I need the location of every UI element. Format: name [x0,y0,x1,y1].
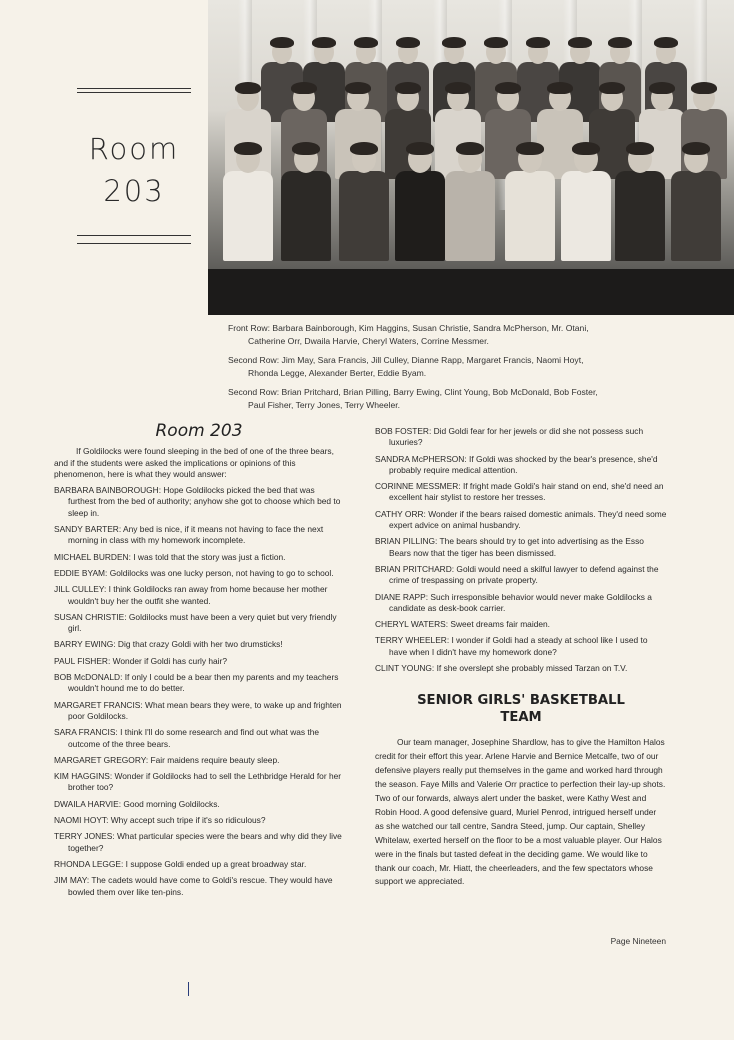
student-response: CHERYL WATERS: Sweet dreams fair maiden. [375,619,550,630]
person-body [671,171,721,261]
caption-names-cont: Catherine Orr, Dwaila Harvie, Cheryl Waters, Corrine Messmer. [248,336,489,346]
person-hair [292,142,320,155]
right-entries-list [375,426,667,674]
person-hair [442,37,466,48]
person-body [223,171,273,261]
student-response: BARBARA BAINBOROUGH: Hope Goldilocks picked the bed that was furthest from the bed of authority; anyhow she got to choose which bed to sleep in. [54,485,341,518]
person-hair [350,142,378,155]
person-hair [654,37,678,48]
student-response: CATHY ORR: Wonder if the bears raised domestic animals. They'd need some expert advice on animal husbandry. [375,508,667,531]
person-hair [235,82,261,94]
basketball-title-line1: SENIOR GIRLS' BASKETBALL [417,693,625,709]
person-hair [626,142,654,155]
student-response: EDDIE BYAM: Goldilocks was one lucky person, not having to go to school. [54,567,334,578]
article-left-column [54,421,344,903]
caption-names: Barbara Bainborough, Kim Haggins, Susan Christie, Sandra McPherson, Mr. Otani, [272,323,589,333]
student-response: BARRY EWING: Dig that crazy Goldi with her two drumsticks! [54,639,283,650]
caption-third-row [228,386,708,412]
student-response: MICHAEL BURDEN: I was told that the story was just a fiction. [54,551,286,562]
person-body [339,171,389,261]
person-hair [345,82,371,94]
person-hair [516,142,544,155]
person-body [505,171,555,261]
student-response: DWAILA HARVIE: Good morning Goldilocks. [54,798,220,809]
student-response: BOB FOSTER: Did Goldi fear for her jewels or did she not possess such luxuries? [375,426,644,448]
caption-names-cont: Rhonda Legge, Alexander Berter, Eddie Byam. [248,368,427,378]
student-response: BOB McDONALD: If only I could be a bear then my parents and my teachers wouldn't hound me to do better. [54,672,339,694]
student-response: PAUL FISHER: Wonder if Goldi has curly hair? [54,655,227,666]
student-response: BRIAN PRITCHARD: Goldi would need a skilful lawyer to defend against the crime of trespassing on private property. [375,563,659,586]
student-response: MARGARET FRANCIS: What mean bears they were, to wake up and frighten poor Goldilocks. [54,699,342,721]
room-heading [77,88,191,248]
person-hair [691,82,717,94]
student-response: JIM MAY: The cadets would have come to Goldi's rescue. They would have bowled them over like ten-pins. [54,875,333,897]
person-hair [526,37,550,48]
caption-names-cont: Paul Fisher, Terry Jones, Terry Wheeler. [248,400,401,410]
page-number: Page Nineteen [610,936,666,946]
person-hair [547,82,573,94]
person-hair [395,82,421,94]
person-hair [396,37,420,48]
person-hair [234,142,262,155]
student-response: SARA FRANCIS: I think I'll do some research and find out what was the outcome of the three bears. [54,727,320,749]
person-hair [354,37,378,48]
pen-mark [188,982,189,996]
person-hair [599,82,625,94]
photo-floor [208,269,734,315]
heading-room-number: 203 [103,174,165,208]
student-response: BRIAN PILLING: The bears should try to get into advertising as the Esso Bears now that the tiger has been dismissed. [375,536,644,558]
person-hair [406,142,434,155]
person-hair [445,82,471,94]
heading-rule-top-2 [77,92,191,93]
student-response: SANDY BARTER: Any bed is nice, if it means not having to face the next morning in class with my homework incomplete. [54,524,324,546]
student-response: MARGARET GREGORY: Fair maidens require beauty sleep. [54,754,280,765]
person-hair [568,37,592,48]
student-response: SANDRA McPHERSON: If Goldi was shocked by the bear's presence, she'd probably require medical attention. [375,453,658,475]
class-photo-image [208,0,734,315]
person-hair [456,142,484,155]
caption-label: Second Row: [228,387,280,397]
student-response: KIM HAGGINS: Wonder if Goldilocks had to sell the Lethbridge Herald for her brother too? [54,771,342,793]
student-response: SUSAN CHRISTIE: Goldilocks must have been a very quiet but very friendly girl. [54,611,337,634]
student-response: TERRY JONES: What particular species were the bears and why did they live together? [54,831,342,853]
person-body [445,171,495,261]
person-body [561,171,611,261]
caption-front-row [228,322,708,348]
student-response: CORINNE MESSMER: If fright made Goldi's hair stand on end, she'd need an excellent hair stylist to restore her tresses. [375,481,664,503]
person-body [281,171,331,261]
basketball-title [375,692,667,726]
heading-room-word: Room [88,132,180,166]
person-hair [572,142,600,155]
caption-names: Brian Pritchard, Brian Pilling, Barry Ewing, Clint Young, Bob McDonald, Bob Foster, [281,387,598,397]
left-entries-list [54,485,344,898]
photo-captions [228,322,708,418]
person-hair [312,37,336,48]
person-hair [291,82,317,94]
student-response: JILL CULLEY: I think Goldilocks ran away from home because her mother wouldn't buy her the outfit she wanted. [54,584,328,606]
student-response: TERRY WHEELER: I wonder if Goldi had a steady at school like I used to have when I didn't have my homework done? [375,635,648,657]
heading-rule-bottom-2 [77,243,191,244]
heading-rule-top [77,88,191,89]
person-hair [649,82,675,94]
student-response: NAOMI HOYT: Why accept such tripe if it's so ridiculous? [54,815,266,826]
article-right-column [375,426,667,889]
student-response: CLINT YOUNG: If she overslept she probably missed Tarzan on T.V. [375,663,628,674]
article-intro: If Goldilocks were found sleeping in the bed of one of the three bears, and if the students were asked the implications or opinions of this phenomenon, here is what they would answer: [54,446,334,479]
basketball-body: Our team manager, Josephine Shardlow, has to give the Hamilton Halos credit for their effort this year. Arlene Harvie and Bernice Metcalfe, two of our defensive players really put themselves in the game and worked hard through the season. Faye Mills and Valerie Orr practice to perfection their lay-up shots. Two of our forwards, always alert under the basket, were Kathy West and Robin Hood. A good defensive guard, Muriel Penrod, intrigued herself under as she watched our tall centre, Sandra Steed, jump. Our captain, Shelley Whitelaw, exerted herself on the floor to be a most valuable player. Our Halos were in the finals but tasted defeat in the deciding game. We would like to thank our coach, Mr. Hiatt, the cheerleaders, and the few spectators whose support we appreciated. [375,737,666,887]
person-hair [495,82,521,94]
caption-second-row [228,354,708,380]
person-body [615,171,665,261]
student-response: RHONDA LEGGE: I suppose Goldi ended up a great broadway star. [54,858,307,869]
caption-label: Second Row: [228,355,280,365]
basketball-title-line2: TEAM [500,710,542,726]
student-response: DIANE RAPP: Such irresponsible behavior would never make Goldilocks a candidate as desk-book carrier. [375,591,652,613]
caption-names: Jim May, Sara Francis, Jill Culley, Dianne Rapp, Margaret Francis, Naomi Hoyt, [281,355,584,365]
person-hair [608,37,632,48]
person-hair [484,37,508,48]
person-hair [270,37,294,48]
person-hair [682,142,710,155]
caption-label: Front Row: [228,323,271,333]
heading-rule-bottom [77,235,191,236]
person-body [395,171,445,261]
article-title: Room 203 [155,421,243,441]
